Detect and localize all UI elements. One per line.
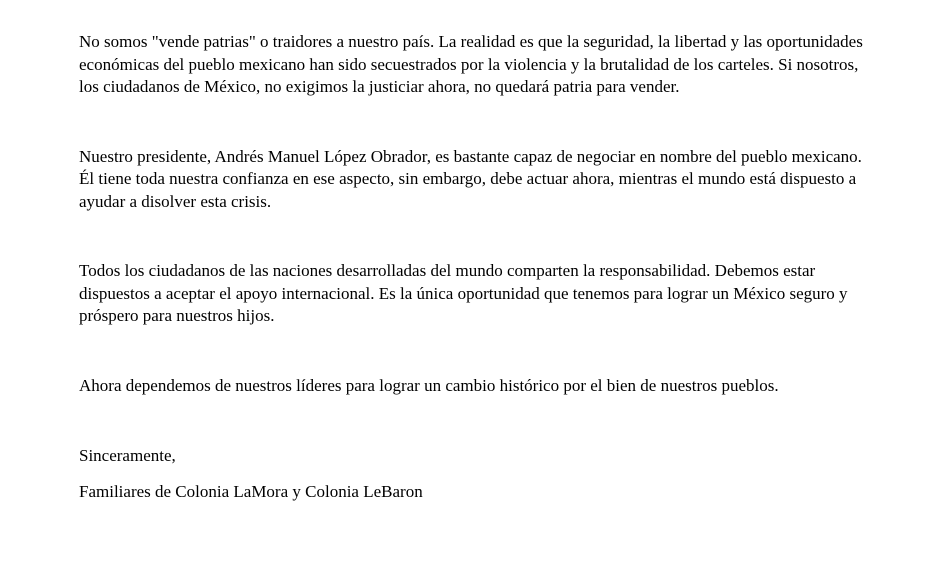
paragraph-3: Todos los ciudadanos de las naciones desarrolladas del mundo comparten la responsabilidad. Debemos estar dispuestos a aceptar el apoyo internacional. Es la única oportunidad que tenemos para lograr un México seguro y próspero para nuestros hijos.: [79, 261, 848, 325]
paragraph-4: Ahora dependemos de nuestros líderes para lograr un cambio histórico por el bien de nuestros pueblos.: [79, 375, 779, 395]
closing-salutation: Sinceramente,: [79, 446, 176, 465]
signature: Familiares de Colonia LaMora y Colonia LeBaron: [79, 481, 423, 501]
letter-body: [79, 31, 869, 503]
paragraph-2: Nuestro presidente, Andrés Manuel López Obrador, es bastante capaz de negociar en nombre del pueblo mexicano. Él tiene toda nuestra confianza en ese aspecto, sin embargo, debe actuar ahora, mientras el mundo está dispuesto a ayudar a disolver esta crisis.: [79, 146, 862, 211]
paragraph-1: No somos "vende patrias" o traidores a nuestro país. La realidad es que la seguridad, la libertad y las oportunidades económicas del pueblo mexicano han sido secuestrados por la violencia y la brutalidad de los carteles. Si nosotros, los ciudadanos de México, no exigimos la justiciar ahora, no quedará patria para vender.: [79, 32, 863, 96]
